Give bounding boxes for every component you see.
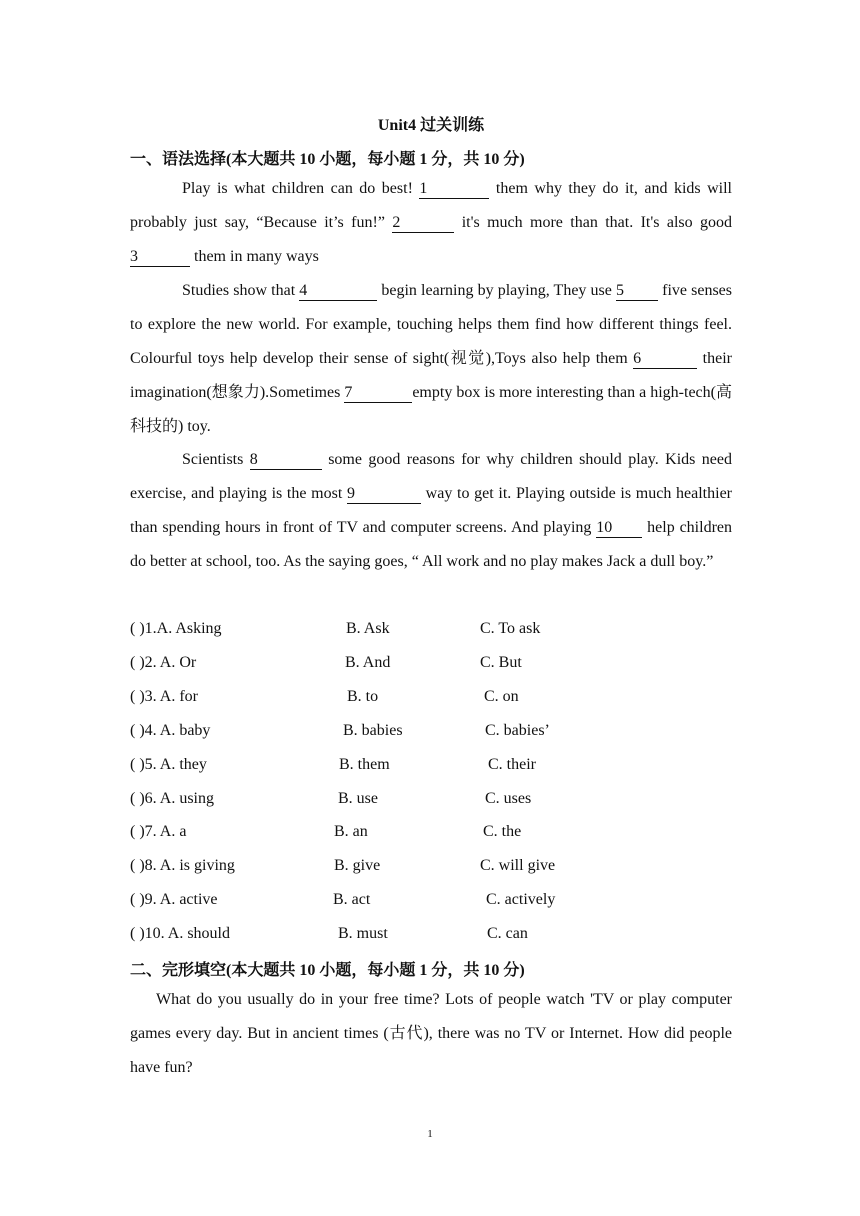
blank-6: 6 (633, 350, 697, 369)
blank-4: 4 (299, 282, 377, 301)
option-row: ( )1.A. Asking B. Ask C. To ask (130, 620, 541, 637)
option-row: ( )9. A. active B. act C. actively (130, 891, 556, 908)
option-row: ( )4. A. baby B. babies C. babies’ (130, 722, 550, 739)
blank-10: 10 (596, 519, 642, 538)
blank-1: 1 (419, 180, 489, 199)
option-row: ( )5. A. they B. them C. their (130, 756, 536, 773)
page-number: 1 (427, 1128, 433, 1140)
section1-heading: 一、语法选择(本大题共 10 小题，每小题 1 分，共 10 分) (130, 151, 525, 168)
option-row: ( )6. A. using B. use C. uses (130, 790, 532, 807)
section1-paragraph-2: Studies show that 4 begin learning by playing, They use 5 five senses to explore the new world. For example, touching helps them find how different things feel. Colourful toys help develop their sense of sight(视觉),Toys also help them 6 their imagination(想象力).Sometimes 7 empty box is more interesting than a high-tech(高科技的) toy. (130, 282, 733, 435)
option-row: ( )7. A. a B. an C. the (130, 823, 522, 840)
section2-heading: 二、完形填空(本大题共 10 小题，每小题 1 分，共 10 分) (130, 962, 525, 979)
option-row: ( )3. A. for B. to C. on (130, 688, 519, 705)
blank-5: 5 (616, 282, 658, 301)
blank-9: 9 (347, 485, 421, 504)
page-title: Unit4 过关训练 (377, 117, 485, 134)
section1-paragraph-1: Play is what children can do best! 1 them why they do it, and kids will probably just say, “Because it’s fun!” 2 it's much more than that. It's also good 3 them in many ways (130, 180, 732, 265)
blank-8: 8 (250, 451, 322, 470)
section2-paragraph-1: What do you usually do in your free time? Lots of people watch 'TV or play computer games every day. But in ancient times (古代), there was no TV or Internet. How did people have fun? (130, 991, 732, 1076)
option-row: ( )2. A. Or B. And C. But (130, 654, 522, 671)
option-row: ( )10. A. should B. must C. can (130, 925, 528, 942)
section1-paragraph-3: Scientists 8 some good reasons for why children should play. Kids need exercise, and playing is the most 9 way to get it. Playing outside is much healthier than spending hours in front of TV and computer screens. And playing 10 help children do better at school, too. As the saying goes, “ All work and no play makes Jack a dull boy.” (130, 451, 732, 570)
blank-7: 7 (344, 384, 412, 403)
blank-2: 2 (392, 214, 454, 233)
option-row: ( )8. A. is giving B. give C. will give (130, 857, 556, 874)
blank-3: 3 (130, 248, 190, 267)
